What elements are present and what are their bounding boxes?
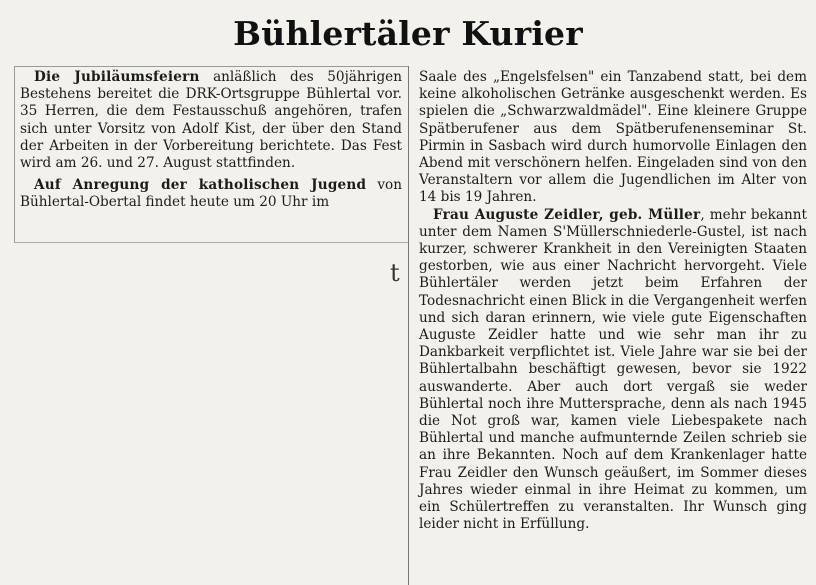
left-article-side-rule: [14, 66, 15, 242]
article-zeidler-obituary: [419, 207, 807, 534]
article-youth-dance-continued: Saale des „Engelsfelsen" ein Tanzabend statt, bei dem keine alkoholischen Getränke ausgeschenkt werden. Es spielen die „Schwarzwaldmädel". Eine kleinere Gruppe Spätberufener aus dem Spätberufenenseminar St. Pirmin in Sasbach wird durch humorvolle Einlagen den Abend mit verschönern helfen. Eingeladen sind von den Veranstaltern vor allem die Jugendlichen im Alter von 14 bis 19 Jahren.: [419, 69, 807, 206]
stray-print-mark: t: [390, 259, 400, 287]
article-youth-body: von Bühlertal-Obertal findet heute um 20 Uhr im: [20, 177, 402, 211]
masthead-title: Bühlertäler Kurier: [233, 14, 583, 53]
left-column: [20, 69, 402, 212]
article-youth-dance: [20, 177, 402, 211]
article-zeidler-lead: Frau Auguste Zeidler, geb. Müller: [433, 206, 701, 223]
article-drk-lead: Die Jubiläumsfeiern: [34, 69, 200, 85]
article-zeidler-body: , mehr bekannt unter dem Namen S'Müllerschniederle-Gustel, ist nach kurzer, schwerer Krankheit in den Vereinigten Staaten gestorben, wie aus einer Nachricht hervorgeht. Viele Bühlertäler werden jetzt beim Erfahren der Todesnachricht einen Blick in die Vergangenheit werfen und sich daran erinnern, wie viele gute Eigenschaften Auguste Zeidler hatte und wie sehr man ihr zu Dankbarkeit verpflichtet ist. Viele Jahre war sie bei der Bühlertalbahn beschäftigt gewesen, bevor sie 1922 auswanderte. Aber auch dort vergaß sie weder Bühlertal noch ihre Muttersprache, denn als nach 1945 die Not groß war, kamen viele Liebespakete nach Bühlertal und manche aufmunternde Zeilen schrieb sie an ihre Bekannten. Noch auf dem Krankenlager hatte Frau Zeidler den Wunsch geäußert, im Sommer dieses Jahres wieder einmal in ihre Heimat zu kommen, um ein Schülertreffen zu veranstalten. Ihr Wunsch ging leider nicht in Erfüllung.: [419, 206, 807, 533]
article-drk-body: anläßlich des 50jährigen Bestehens bereitet die DRK-Ortsgruppe Bühlertal vor. 35 Herren, die dem Festausschuß angehören, trafen sich unter Vorsitz von Adolf Kist, der über den Stand der Arbeiten in der Vorbereitung berichtete. Das Fest wird am 26. und 27. August stattfinden.: [20, 69, 402, 172]
article-drk-jubilee: [20, 69, 402, 172]
column-divider: [408, 66, 409, 585]
left-article-bottom-rule: [14, 242, 408, 243]
left-article-top-rule: [14, 66, 408, 67]
article-youth-lead: Auf Anregung der katholischen Jugend: [34, 177, 367, 194]
right-column: [419, 69, 807, 533]
